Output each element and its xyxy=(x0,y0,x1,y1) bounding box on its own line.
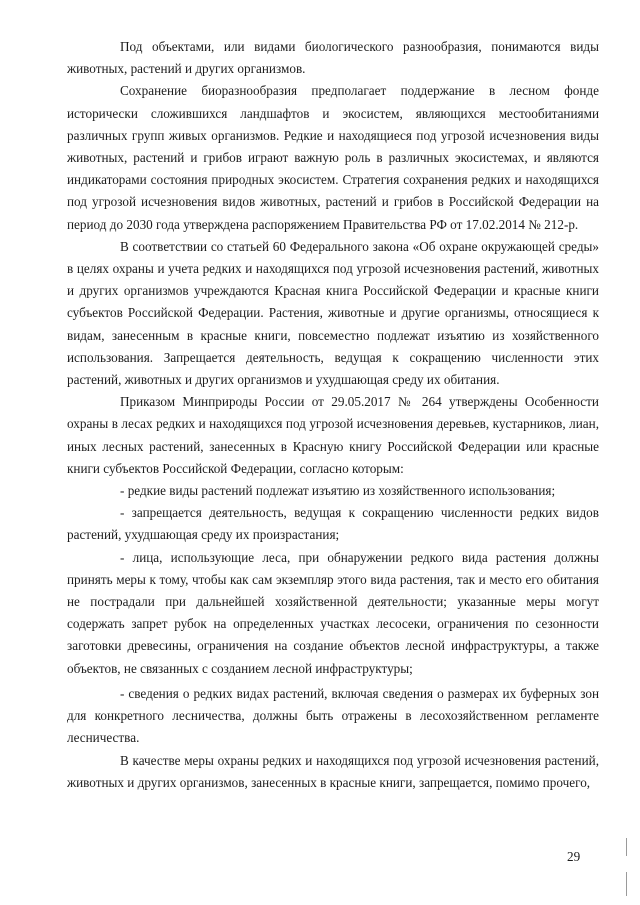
paragraph-biodiversity-conservation: Сохранение биоразнообразия предполагает поддержание в лесном фонде исторически сложившихся ландшафтов и экосистем, являющихся местообитаниями различных групп живых организмов. Редкие и находящиеся под угрозой исчезновения виды животных, растений и грибов играют важную роль в различных экосистемах, и являются индикаторами состояния природных экосистем. Стратегия сохранения редких и находящихся под угрозой исчезновения видов животных, растений и грибов в Российской Федерации на период до 2030 года утверждена распоряжением Правительства РФ от 17.02.2014 № 212-р. xyxy=(67,83,599,232)
list-item-regulations: - сведения о редких видах растений, включая сведения о размерах их буферных зон для конкретного лесничества, должны быть отражены в лесохозяйственном регламенте лесничества. xyxy=(67,685,599,746)
list-item-protection-measures: - лица, использующие леса, при обнаружении редкого вида растения должны принять меры к тому, чтобы как сам экземпляр этого вида растения, так и место его обитания не пострадали при дальнейшей хозяйственной деятельности; указанные меры могут содержать запрет рубок на определенных участках лесосеки, ограничения по сезонности заготовки древесины, ограничения на создание объектов лесной инфраструктуры, а также объектов, не связанных с созданием лесной инфраструктуры; xyxy=(67,549,599,676)
paragraph-order-264: Приказом Минприроды России от 29.05.2017 № 264 утверждены Особенности охраны в лесах редких и находящихся под угрозой исчезновения деревьев, кустарников, лиан, иных лесных растений, занесенных в Красную книгу Российской Федерации или красные книги субъектов Российской Федерации, согласно которым: xyxy=(67,394,599,476)
list-item-withdrawal: - редкие виды растений подлежат изъятию из хозяйственного использования; xyxy=(120,483,556,499)
scan-edge-mark xyxy=(626,872,627,896)
paragraph-biodiversity-objects: Под объектами, или видами биологического разнообразия, понимаются виды животных, растений и других организмов. xyxy=(67,39,599,77)
scan-edge-mark xyxy=(626,838,627,856)
paragraph-protection-measure: В качестве меры охраны редких и находящихся под угрозой исчезновения растений, животных и других организмов, занесенных в красные книги, запрещается, помимо прочего, xyxy=(67,752,599,790)
list-item-prohibition: - запрещается деятельность, ведущая к сокращению численности редких видов растений, ухудшающая среду их произрастания; xyxy=(67,505,599,543)
body-text xyxy=(67,36,599,794)
page-number: 29 xyxy=(567,849,581,864)
paragraph-article-60: В соответствии со статьей 60 Федерального закона «Об охране окружающей среды» в целях охраны и учета редких и находящихся под угрозой исчезновения растений, животных и других организмов учреждаются Красная книга Российской Федерации и красные книги субъектов Российской Федерации. Растения, животные и другие организмы, относящиеся к видам, занесенным в красные книги, повсеместно подлежат изъятию из хозяйственного использования. Запрещается деятельность, ведущая к сокращению численности этих растений, животных и других организмов и ухудшающая среду их обитания. xyxy=(67,238,599,388)
